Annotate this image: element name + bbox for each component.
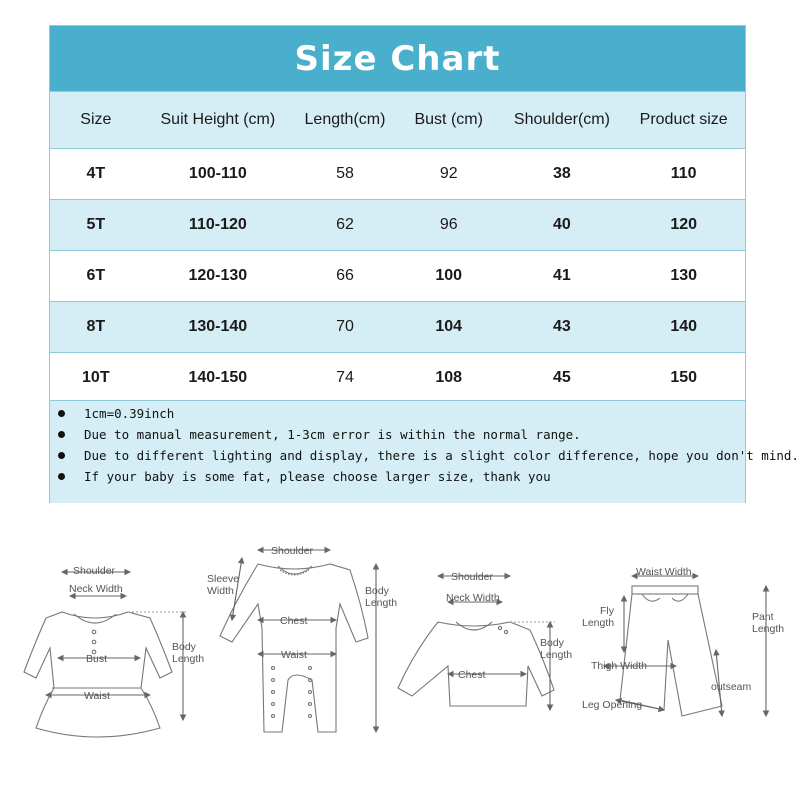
romper-diagram (220, 550, 376, 732)
romper-sleeve-label-2: Width (207, 585, 234, 597)
table-cell: 108 (396, 353, 502, 404)
table-cell: 100 (396, 251, 502, 302)
top-body-length-label: Body (540, 637, 564, 649)
table-cell: 110-120 (142, 200, 294, 251)
dress-waist-label: Waist (84, 690, 110, 702)
table-cell: 150 (622, 353, 745, 404)
table-cell: 38 (502, 149, 623, 200)
header-cell: Size (50, 92, 142, 149)
dress-neck-width-label: Neck Width (69, 583, 123, 595)
bullet-icon (58, 431, 65, 438)
note-text: 1cm=0.39inch (84, 406, 175, 421)
title-bar (50, 26, 745, 91)
header-cell: Shoulder(cm) (502, 92, 623, 149)
romper-shoulder-label: Shoulder (271, 545, 314, 557)
table-cell: 130 (622, 251, 745, 302)
note-item (50, 403, 745, 424)
table-cell: 43 (502, 302, 623, 353)
dress-bust-label: Bust (86, 653, 108, 665)
table-cell: 100-110 (142, 149, 294, 200)
top-shoulder-label: Shoulder (451, 571, 494, 583)
pants-pant-length-label-2: Length (752, 623, 785, 635)
table-row (50, 353, 745, 404)
notes-section (50, 400, 799, 503)
bullet-icon (58, 473, 65, 480)
romper-sleeve-label: Sleeve (207, 573, 240, 585)
top-chest-label: Chest (458, 669, 486, 681)
note-text: Due to different lighting and display, there is a slight color difference, hope you don't mind. (84, 448, 799, 463)
table-row (50, 302, 745, 353)
table-cell: 96 (396, 200, 502, 251)
table-cell: 70 (294, 302, 396, 353)
table-cell: 41 (502, 251, 623, 302)
pants-fly-length-label-2: Length (582, 617, 615, 629)
table-cell: 130-140 (142, 302, 294, 353)
table-cell: 58 (294, 149, 396, 200)
table-cell: 4T (50, 149, 142, 200)
note-text: If your baby is some fat, please choose larger size, thank you (84, 469, 551, 484)
table-cell: 8T (50, 302, 142, 353)
romper-body-length-label: Body (365, 585, 389, 597)
dress-body-length-label-2: Length (172, 653, 205, 665)
pants-fly-length-label: Fly (600, 605, 614, 617)
note-item (50, 424, 745, 445)
note-text: Due to manual measurement, 1-3cm error is within the normal range. (84, 427, 581, 442)
table-cell: 110 (622, 149, 745, 200)
table-row (50, 200, 745, 251)
top-body-length-label-2: Length (540, 649, 573, 661)
table-cell: 10T (50, 353, 142, 404)
note-item (50, 445, 799, 466)
pants-diagram (604, 576, 766, 716)
table-cell: 140 (622, 302, 745, 353)
table-row (50, 251, 745, 302)
table-header-row (50, 92, 745, 149)
size-table (50, 91, 745, 403)
chart-title: Size Chart (294, 38, 501, 79)
table-cell: 92 (396, 149, 502, 200)
table-cell: 104 (396, 302, 502, 353)
romper-chest-label: Chest (280, 615, 308, 627)
table-cell: 120 (622, 200, 745, 251)
dress-shoulder-label: Shoulder (73, 565, 116, 577)
table-row (50, 149, 745, 200)
pants-thigh-width-label: Thigh Width (591, 660, 648, 672)
table-cell: 40 (502, 200, 623, 251)
table-cell: 6T (50, 251, 142, 302)
table-cell: 66 (294, 251, 396, 302)
pants-leg-opening-label: Leg Opening (582, 699, 643, 711)
romper-waist-label: Waist (281, 649, 307, 661)
pants-waist-width-label: Waist Width (636, 566, 692, 578)
table-cell: 74 (294, 353, 396, 404)
table-cell: 5T (50, 200, 142, 251)
size-chart (49, 25, 799, 503)
header-cell: Length(cm) (294, 92, 396, 149)
dress-body-length-label: Body (172, 641, 196, 653)
header-cell: Bust (cm) (396, 92, 502, 149)
measurement-diagrams-svg (0, 520, 800, 800)
top-neck-width-label: Neck Width (446, 592, 500, 604)
header-cell: Product size (622, 92, 745, 149)
measurement-diagrams (0, 520, 800, 800)
pants-pant-length-label: Pant (752, 611, 774, 623)
bullet-icon (58, 410, 65, 417)
note-item (50, 466, 745, 487)
table-cell: 45 (502, 353, 623, 404)
romper-body-length-label-2: Length (365, 597, 398, 609)
table-cell: 120-130 (142, 251, 294, 302)
bullet-icon (58, 452, 65, 459)
table-cell: 140-150 (142, 353, 294, 404)
header-cell: Suit Height (cm) (142, 92, 294, 149)
pants-outseam-label: outseam (711, 681, 752, 693)
table-cell: 62 (294, 200, 396, 251)
